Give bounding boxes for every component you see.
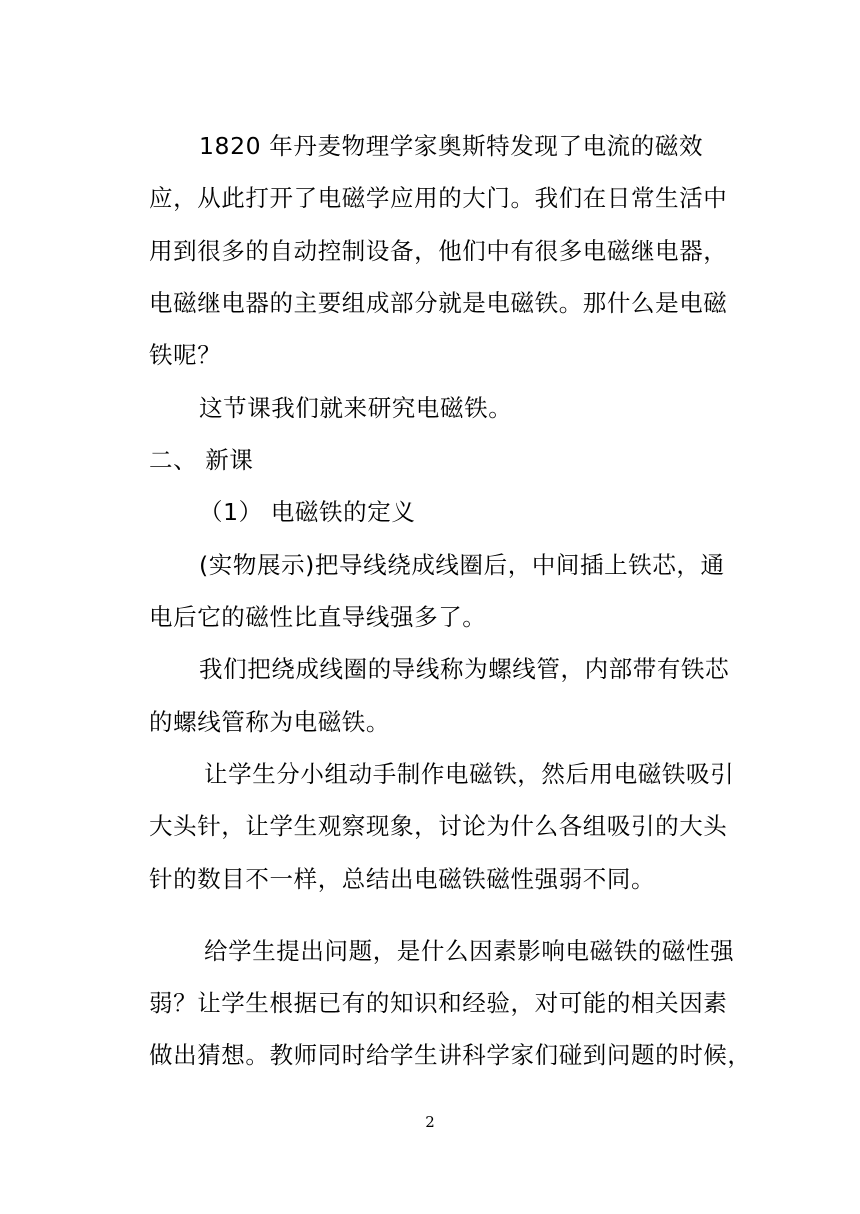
page-number: 2 <box>425 1113 435 1131</box>
intro-line-2: 应，从此打开了电磁学应用的大门。我们在日常生活中 <box>149 184 728 212</box>
intro-line-1: 1820 年丹麦物理学家奥斯特发现了电流的磁效 <box>199 132 704 160</box>
intro-line-4: 电磁继电器的主要组成部分就是电磁铁。那什么是电磁 <box>149 289 728 317</box>
definition-line-2: 的螺线管称为电磁铁。 <box>149 708 390 736</box>
subsection-heading: （1） 电磁铁的定义 <box>199 498 416 526</box>
demo-line-1: (实物展示)把导线绕成线圈后，中间插上铁芯，通 <box>199 551 725 579</box>
activity-line-3: 针的数目不一样，总结出电磁铁磁性强弱不同。 <box>149 865 656 893</box>
lesson-intro-line: 这节课我们就来研究电磁铁。 <box>199 394 513 422</box>
question-line-3: 做出猜想。教师同时给学生讲科学家们碰到问题的时候， <box>149 1041 752 1069</box>
intro-line-3: 用到很多的自动控制设备，他们中有很多电磁继电器， <box>149 237 728 265</box>
question-line-2: 弱？让学生根据已有的知识和经验，对可能的相关因素 <box>149 989 728 1017</box>
activity-line-2: 大头针，让学生观察现象，讨论为什么各组吸引的大头 <box>149 812 728 840</box>
definition-line-1: 我们把绕成线圈的导线称为螺线管，内部带有铁芯 <box>199 655 730 683</box>
section-heading: 二、 新课 <box>149 446 254 474</box>
activity-line-1: 让学生分小组动手制作电磁铁，然后用电磁铁吸引 <box>204 760 735 788</box>
question-line-1: 给学生提出问题，是什么因素影响电磁铁的磁性强 <box>204 937 735 965</box>
intro-line-5: 铁呢？ <box>149 341 222 369</box>
demo-line-2: 电后它的磁性比直导线强多了。 <box>149 603 487 631</box>
